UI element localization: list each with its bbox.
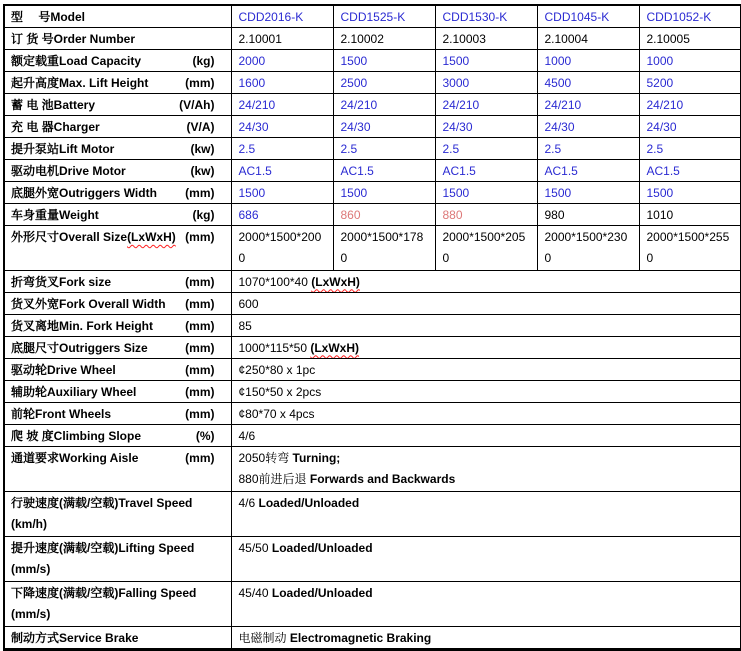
spec-value: 2.10002 <box>340 31 384 46</box>
spec-label-cell <box>4 28 231 50</box>
spec-value: 1500 <box>646 185 674 200</box>
label-en: Overall Size <box>59 230 128 244</box>
spec-value-cell <box>231 293 741 315</box>
spec-value: 2.10003 <box>442 31 486 46</box>
spec-label-cell <box>4 337 231 359</box>
label-en: Service Brake <box>59 630 139 645</box>
spec-value-cell <box>231 492 741 537</box>
spec-value: 880 <box>442 207 463 222</box>
forklift-spec-table <box>3 4 741 651</box>
spec-label-cell <box>4 72 231 94</box>
spec-value-segment: 1000*115*50 <box>238 340 311 355</box>
spec-value: 3000 <box>442 75 470 90</box>
label-en: Auxiliary Wheel <box>47 384 137 399</box>
unit-label: (mm) <box>185 274 215 289</box>
spec-value: 2.5 <box>442 141 460 156</box>
spec-value: AC1.5 <box>340 163 374 178</box>
label-zh: 底腿尺寸 <box>11 340 60 355</box>
label-line <box>11 426 224 446</box>
spec-value: 2.10004 <box>544 31 588 46</box>
spec-label-cell <box>4 537 231 582</box>
spec-value-cell <box>639 5 741 28</box>
spec-label-cell <box>4 226 231 271</box>
spec-value-cell <box>537 72 639 94</box>
label-line <box>11 628 224 648</box>
label-en: Battery <box>53 97 96 112</box>
table-row <box>4 138 741 160</box>
spec-value-cell <box>435 160 537 182</box>
spec-label-cell <box>4 271 231 293</box>
spec-value-cell <box>639 28 741 50</box>
label-en: Front Wheels <box>35 406 112 421</box>
spec-value-cell <box>231 138 333 160</box>
spec-value-cell <box>435 116 537 138</box>
unit-label: (mm/s) <box>11 562 51 576</box>
spec-value-cell <box>435 94 537 116</box>
spec-value: 2.5 <box>544 141 562 156</box>
spec-value-cell <box>231 28 333 50</box>
label-line <box>11 161 224 181</box>
label-line <box>11 139 224 159</box>
spec-value-segment: 2050转弯 <box>238 451 293 465</box>
spec-label-cell <box>4 425 231 447</box>
table-row <box>4 50 741 72</box>
label-line <box>11 95 224 115</box>
spec-value: 2000*1500*2300 <box>544 230 628 265</box>
spec-value-cell <box>231 582 741 627</box>
table-row <box>4 403 741 425</box>
spec-value-cell <box>333 116 435 138</box>
spec-label-cell <box>4 403 231 425</box>
spec-value-cell <box>435 50 537 72</box>
label-line <box>11 7 224 27</box>
label-en: Climbing Slope <box>53 428 142 443</box>
spec-value: 5200 <box>646 75 674 90</box>
label-en: Lift Motor <box>59 141 115 156</box>
label-zh: 下降速度(满载/空载) <box>11 586 119 600</box>
table-row <box>4 271 741 293</box>
spec-value-cell <box>435 204 537 226</box>
label-line <box>11 338 224 358</box>
spec-value-cell <box>537 182 639 204</box>
spec-value: 2000*1500*1780 <box>340 230 424 265</box>
spec-value-cell <box>231 425 741 447</box>
unit-label: (mm/s) <box>11 607 51 621</box>
label-en: Model <box>50 9 86 24</box>
table-row <box>4 72 741 94</box>
label-zh: 提升泵站 <box>11 141 60 156</box>
spec-value: 1500 <box>340 185 368 200</box>
label-zh: 提升速度(满载/空载) <box>11 541 119 555</box>
label-en: Load Capacity <box>59 53 142 68</box>
spec-value: 24/30 <box>544 119 575 134</box>
spec-value: 24/30 <box>442 119 473 134</box>
label-zh: 驱动电机 <box>11 163 60 178</box>
spec-value-cell <box>537 5 639 28</box>
spec-value-segment: 电磁制动 <box>238 630 290 645</box>
spec-value-cell <box>231 72 333 94</box>
label-en: Outriggers Width <box>59 185 157 200</box>
label-zh: 充 电 器 <box>11 119 54 134</box>
spec-label-cell <box>4 160 231 182</box>
label-line <box>11 117 224 137</box>
spec-value-cell <box>231 537 741 582</box>
table-row <box>4 293 741 315</box>
spec-value-cell <box>537 50 639 72</box>
spec-value: 2500 <box>340 75 368 90</box>
spec-value-cell <box>231 182 333 204</box>
spec-value: 686 <box>238 207 259 222</box>
spec-value-cell <box>231 627 741 650</box>
spec-value-segment: 4/6 <box>238 428 256 443</box>
spec-value-cell <box>537 28 639 50</box>
spec-value-cell <box>639 72 741 94</box>
spec-value: 2.5 <box>646 141 664 156</box>
spec-value: CDD2016-K <box>238 9 304 24</box>
table-row <box>4 537 741 582</box>
spec-value-cell <box>231 271 741 293</box>
spec-value-cell <box>639 138 741 160</box>
spec-value-cell <box>231 359 741 381</box>
unit-label: (kw) <box>190 163 215 178</box>
spec-value-segment: 45/40 <box>238 586 272 600</box>
spec-label-cell <box>4 5 231 28</box>
label-en: Travel Speed <box>118 496 193 510</box>
spec-value-cell <box>435 5 537 28</box>
spec-value: 1000 <box>544 53 572 68</box>
label-line <box>11 448 224 469</box>
label-line-2 <box>11 559 224 580</box>
spec-value-segment: ¢250*80 x 1pc <box>238 362 316 377</box>
spec-value: 4500 <box>544 75 572 90</box>
label-line <box>11 272 224 292</box>
spec-value-cell <box>537 226 639 271</box>
spec-value-segment: Electromagnetic Braking <box>289 630 432 645</box>
spec-value: 2000 <box>238 53 266 68</box>
spec-value: 2.10001 <box>238 31 282 46</box>
label-line <box>11 51 224 71</box>
label-en: Max. Lift Height <box>59 75 149 90</box>
label-en: Weight <box>59 207 99 222</box>
spec-value-segment: Turning; <box>292 451 341 465</box>
label-en: Min. Fork Height <box>59 318 154 333</box>
spec-value: 1500 <box>340 53 368 68</box>
spec-value-cell <box>231 315 741 337</box>
spec-value: 24/210 <box>646 97 684 112</box>
spec-label-cell <box>4 50 231 72</box>
spec-value: AC1.5 <box>442 163 476 178</box>
spec-value-segment: (LxWxH) <box>311 274 360 289</box>
unit-label: (mm) <box>185 406 215 421</box>
label-line <box>11 29 224 49</box>
label-zh: 制动方式 <box>11 630 60 645</box>
spec-value-cell <box>231 403 741 425</box>
spec-value-segment: (LxWxH) <box>310 340 360 355</box>
label-en: Drive Wheel <box>47 362 116 377</box>
label-zh: 蓄 电 池 <box>11 97 54 112</box>
spec-value: 2000*1500*2000 <box>238 230 322 265</box>
unit-label: (mm) <box>185 296 215 311</box>
spec-value: 2.5 <box>340 141 358 156</box>
table-row <box>4 5 741 28</box>
label-en: Fork Overall Width <box>59 296 166 311</box>
label-line <box>11 205 224 225</box>
spec-value: 24/30 <box>646 119 677 134</box>
spec-value-cell <box>333 94 435 116</box>
spec-value-cell <box>231 381 741 403</box>
spec-value-cell <box>639 160 741 182</box>
label-zh: 前轮 <box>11 406 36 421</box>
spec-value: AC1.5 <box>544 163 578 178</box>
spec-value: 1600 <box>238 75 266 90</box>
spec-label-cell <box>4 315 231 337</box>
unit-label: (mm) <box>185 185 215 200</box>
spec-value-segment: 4/6 <box>238 496 259 510</box>
label-line <box>11 360 224 380</box>
spec-value-segment: 880前进后退 <box>238 472 310 486</box>
unit-label: (mm) <box>185 318 215 333</box>
spec-value-cell <box>639 50 741 72</box>
label-line <box>11 316 224 336</box>
table-row <box>4 447 741 492</box>
spec-value-cell <box>333 72 435 94</box>
spec-value-cell <box>639 204 741 226</box>
spec-value-segment: Loaded/Unloaded <box>258 496 360 510</box>
spec-value-cell <box>537 116 639 138</box>
spec-label-cell <box>4 204 231 226</box>
spec-value-cell <box>537 160 639 182</box>
label-zh: 起升高度 <box>11 75 60 90</box>
label-zh: 爬 坡 度 <box>11 428 54 443</box>
spec-value: 1500 <box>442 185 470 200</box>
label-en: Falling Speed <box>118 586 197 600</box>
spec-label-cell <box>4 182 231 204</box>
spec-value: CDD1045-K <box>544 9 610 24</box>
spec-value-cell <box>231 226 333 271</box>
label-zh: 驱动轮 <box>11 362 48 377</box>
spec-value-cell <box>537 138 639 160</box>
spec-value: 2000*1500*2050 <box>442 230 526 265</box>
spec-value-cell <box>231 116 333 138</box>
label-line <box>11 294 224 314</box>
spec-value-segment: Loaded/Unloaded <box>271 586 373 600</box>
spec-value-cell <box>333 182 435 204</box>
table-row <box>4 337 741 359</box>
unit-label: (kw) <box>190 141 215 156</box>
label-zh: 底腿外宽 <box>11 185 60 200</box>
table-row <box>4 582 741 627</box>
unit-label: (mm) <box>185 340 215 355</box>
label-line-2 <box>11 514 224 535</box>
spec-value-cell <box>639 226 741 271</box>
spec-label-cell <box>4 627 231 650</box>
spec-value-cell <box>231 5 333 28</box>
spec-value-segment: Loaded/Unloaded <box>271 541 373 555</box>
label-line <box>11 73 224 93</box>
label-zh: 型 号 <box>11 9 51 24</box>
spec-value-cell <box>537 94 639 116</box>
table-row <box>4 182 741 204</box>
spec-value-cell <box>333 226 435 271</box>
spec-value: 1500 <box>442 53 470 68</box>
spec-value: 1500 <box>238 185 266 200</box>
unit-label: (mm) <box>185 362 215 377</box>
spec-value: 860 <box>340 207 361 222</box>
unit-label: (mm) <box>185 451 215 465</box>
label-line <box>11 227 224 248</box>
spec-label-cell <box>4 381 231 403</box>
spec-label-cell <box>4 94 231 116</box>
label-en: Order Number <box>53 31 136 46</box>
spec-value: 2000*1500*2550 <box>646 230 730 265</box>
spec-value-cell <box>435 182 537 204</box>
label-lxwxh: (LxWxH) <box>127 230 176 244</box>
spec-value-segment: Forwards and Backwards <box>309 472 456 486</box>
table-row <box>4 160 741 182</box>
unit-label: (km/h) <box>11 517 47 531</box>
table-row <box>4 94 741 116</box>
label-line <box>11 493 224 514</box>
label-zh: 车身重量 <box>11 207 60 222</box>
spec-value-cell <box>435 72 537 94</box>
spec-value: 2.5 <box>238 141 256 156</box>
spec-value-cell <box>639 116 741 138</box>
spec-value: 24/30 <box>238 119 269 134</box>
spec-value-cell <box>333 138 435 160</box>
spec-value-cell <box>639 94 741 116</box>
table-row <box>4 359 741 381</box>
spec-value-segment: 85 <box>238 318 252 333</box>
unit-label: (V/Ah) <box>179 97 215 112</box>
spec-value: AC1.5 <box>238 163 272 178</box>
spec-value-cell <box>435 226 537 271</box>
spec-value: 1010 <box>646 207 674 222</box>
spec-label-cell <box>4 447 231 492</box>
label-en: Drive Motor <box>59 163 126 178</box>
spec-value-cell <box>333 204 435 226</box>
spec-label-cell <box>4 138 231 160</box>
spec-value: 24/30 <box>340 119 371 134</box>
spec-value: 980 <box>544 207 565 222</box>
spec-value-cell <box>537 204 639 226</box>
spec-label-cell <box>4 293 231 315</box>
label-zh: 折弯货叉 <box>11 274 60 289</box>
unit-label: (kg) <box>192 53 215 68</box>
label-en: Working Aisle <box>59 451 139 465</box>
label-zh: 额定载重 <box>11 53 60 68</box>
label-en: Outriggers Size <box>59 340 148 355</box>
unit-label: (mm) <box>185 75 215 90</box>
label-en: Charger <box>53 119 100 134</box>
unit-label: (kg) <box>192 207 215 222</box>
unit-label: (mm) <box>185 230 215 244</box>
spec-value: CDD1525-K <box>340 9 406 24</box>
table-row <box>4 204 741 226</box>
spec-value-segment: 600 <box>238 296 259 311</box>
spec-label-cell <box>4 492 231 537</box>
spec-value-cell <box>435 138 537 160</box>
spec-value: 1500 <box>544 185 572 200</box>
spec-value-segment: 1070*100*40 <box>238 274 312 289</box>
label-line <box>11 404 224 424</box>
spec-label-cell <box>4 359 231 381</box>
unit-label: (V/A) <box>186 119 215 134</box>
label-line-2 <box>11 604 224 625</box>
spec-value-cell <box>333 5 435 28</box>
table-row <box>4 116 741 138</box>
label-zh: 货叉外宽 <box>11 296 60 311</box>
label-zh: 货叉离地 <box>11 318 60 333</box>
table-row <box>4 627 741 650</box>
spec-value: CDD1052-K <box>646 9 712 24</box>
label-line <box>11 583 224 604</box>
label-zh: 通道要求 <box>11 451 60 465</box>
table-row <box>4 28 741 50</box>
label-en: Fork size <box>59 274 112 289</box>
spec-value-cell <box>231 204 333 226</box>
table-row <box>4 226 741 271</box>
spec-value-segment: ¢80*70 x 4pcs <box>238 406 315 421</box>
label-line <box>11 183 224 203</box>
label-line <box>11 538 224 559</box>
spec-value: CDD1530-K <box>442 9 508 24</box>
spec-value: 24/210 <box>442 97 480 112</box>
spec-value: AC1.5 <box>646 163 680 178</box>
label-zh: 行驶速度(满载/空载) <box>11 496 119 510</box>
spec-label-cell <box>4 116 231 138</box>
table-row <box>4 381 741 403</box>
spec-value-segment: ¢150*50 x 2pcs <box>238 384 322 399</box>
spec-value: 24/210 <box>544 97 582 112</box>
spec-value-cell <box>231 160 333 182</box>
label-zh: 外形尺寸 <box>11 230 60 244</box>
spec-value: 2.10005 <box>646 31 690 46</box>
label-zh: 订 货 号 <box>11 31 54 46</box>
spec-value-cell <box>231 337 741 359</box>
table-row <box>4 492 741 537</box>
label-zh: 辅助轮 <box>11 384 48 399</box>
spec-value-cell <box>231 50 333 72</box>
spec-value-cell <box>231 94 333 116</box>
spec-value: 24/210 <box>238 97 276 112</box>
table-row <box>4 425 741 447</box>
unit-label: (%) <box>195 428 215 443</box>
label-line <box>11 382 224 402</box>
spec-value-cell <box>231 447 741 492</box>
spec-value-cell <box>333 160 435 182</box>
label-en: Lifting Speed <box>118 541 195 555</box>
spec-value-cell <box>639 182 741 204</box>
spec-value-cell <box>435 28 537 50</box>
spec-value: 24/210 <box>340 97 378 112</box>
spec-value-cell <box>333 28 435 50</box>
spec-value: 1000 <box>646 53 674 68</box>
spec-label-cell <box>4 582 231 627</box>
spec-value-segment: 45/50 <box>238 541 272 555</box>
unit-label: (mm) <box>185 384 215 399</box>
table-row <box>4 315 741 337</box>
spec-value-cell <box>333 50 435 72</box>
